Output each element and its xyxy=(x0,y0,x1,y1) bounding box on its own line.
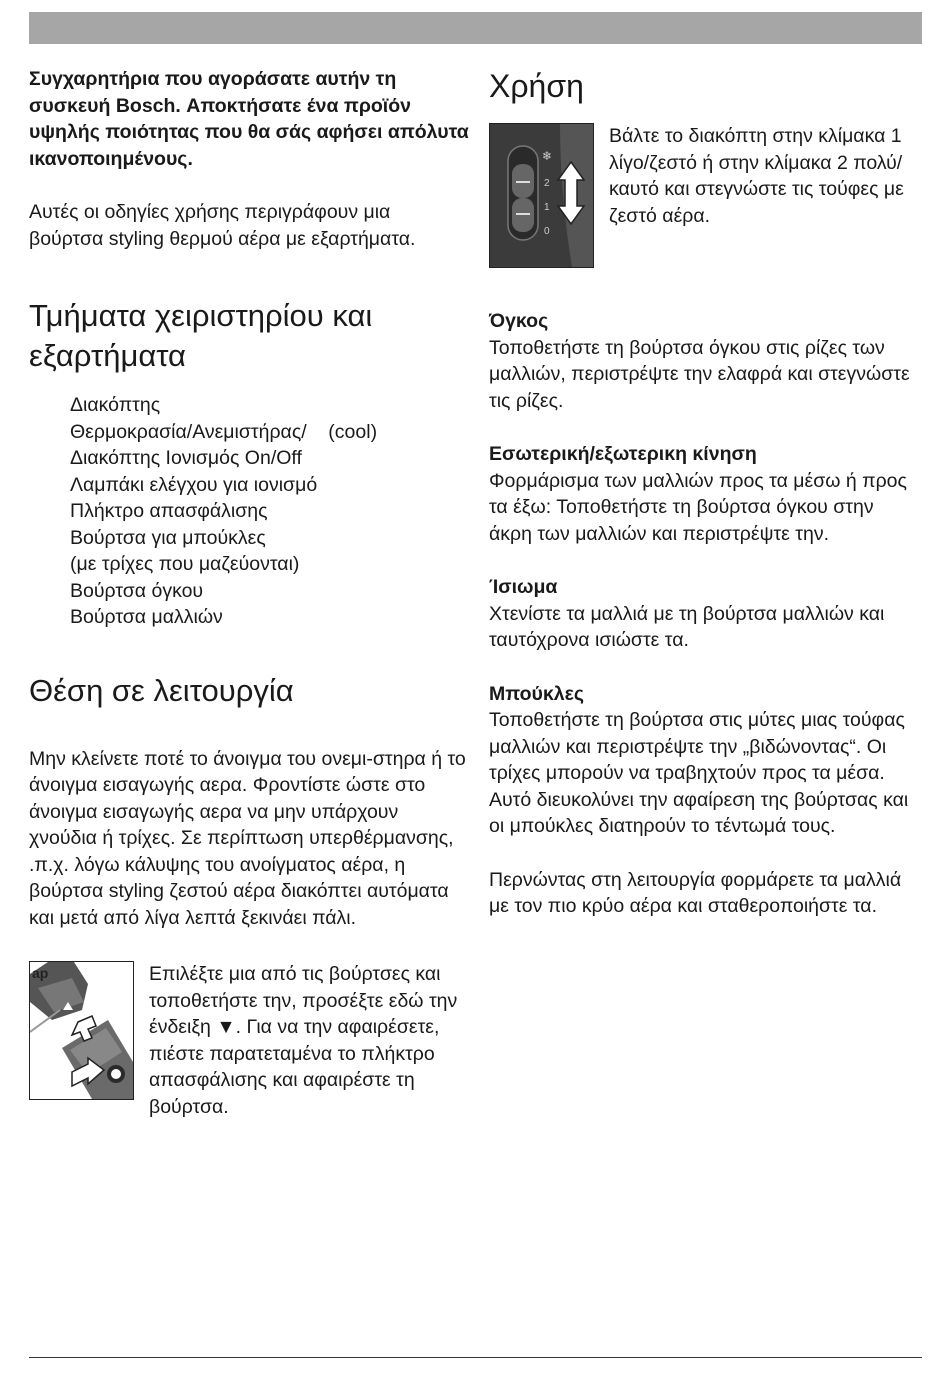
parts-item: Θερμοκρασία/Ανεμιστήρας/ (cool) xyxy=(70,420,378,443)
volume-title: Όγκος xyxy=(489,310,549,332)
parts-item: (με τρίχες που μαζεύονται) xyxy=(70,553,300,575)
header-bar xyxy=(29,12,922,44)
svg-text:ap: ap xyxy=(32,965,49,981)
parts-item: Διακόπτης Ιονισμός On/Off xyxy=(70,447,302,469)
parts-item: Βούρτσα για μπούκλες xyxy=(70,526,266,549)
right-column xyxy=(489,66,919,920)
brush-attach-illustration xyxy=(29,961,134,1100)
volume-text: Τοποθετήστε τη βούρτσα όγκου στις ρίζες των μαλλιών, περιστρέψτε την ελαφρά και στεγνώστε τις ρίζες. xyxy=(489,336,910,412)
intro-description: Αυτές οι οδηγίες χρήσης περιγράφουν μια βούρτσα styling θερμού αέρα με εξαρτήματα. xyxy=(29,201,416,250)
parts-item: Πλήκτρο απασφάλισης xyxy=(70,500,268,522)
brush-attach-icon xyxy=(30,962,133,1099)
switch-text: Βάλτε το διακόπτη στην κλίμακα 1 λίγο/ζεστό ή στην κλίμακα 2 πολύ/καυτό και στεγνώστε τις τούφες με ζεστό αέρα. xyxy=(609,125,904,227)
switch-section xyxy=(489,123,919,268)
inout-title: Εσωτερική/εξωτερικη κίνηση xyxy=(489,443,757,465)
curls-text: Τοποθετήστε τη βούρτσα στις μύτες μιας τούφας μαλλιών και περιστρέψτε την „βιδώνοντας“. Οι τρίχες μπορούν να τραβηχτούν προς τα μέσα. Αυτό διευκολύνει την αφαίρεση της βούρτσας και οι μπούκλες διατηρούν το τέντωμά τους. xyxy=(489,709,909,837)
straight-title: Ίσιωμα xyxy=(489,576,558,598)
switch-illustration xyxy=(489,123,594,268)
switch-label-1: 1 xyxy=(544,202,550,213)
intro-congrats: Συγχαρητήρια που αγοράσατε αυτήν τη συσκευή Bosch. Αποκτήσατε ένα προϊόν υψηλής ποιότητας που θα σάς αφήσει απόλυτα ικανοποιημένους. xyxy=(29,68,469,170)
parts-heading: Τμήματα χειριστηρίου και εξαρτήματα xyxy=(29,298,373,373)
parts-list xyxy=(29,392,469,631)
switch-label-0: 0 xyxy=(544,226,550,237)
parts-item: Βούρτσα μαλλιών xyxy=(70,606,223,628)
inout-text: Φορμάρισμα των μαλλιών προς τα μέσω ή προς τα έξω: Τοποθετήστε τη βούρτσα όγκου στην άκρη των μαλλιών και περιστρέψτε την. xyxy=(489,469,907,545)
curls-title: Μπούκλες xyxy=(489,682,585,705)
parts-item: Διακόπτης xyxy=(70,394,161,416)
slide-switch-icon xyxy=(490,124,593,267)
left-column xyxy=(29,66,469,1120)
operation-warning: Μην κλείνετε ποτέ το άνοιγμα του ονεμι-στηρα ή το άνοιγμα εισαγωγής αερα. Φροντίστε ώστε στο άνοιγμα εισαγωγής αερα να μην υπάρχουν χνούδια ή τρίχες. Σε περίπτωση υπερθέρμανσης, .π.χ. λόγω κάλυψης του ανοίγματος αέρα, η βούρτσα styling ζεστού αέρα διακόπτει αυτόματα και μετά από λίγα λεπτά ξεκινάει πάλι. xyxy=(29,747,466,929)
straight-text: Χτενίστε τα μαλλιά με τη βούρτσα μαλλιών και ταυτόχρονα ισιώστε τα. xyxy=(489,602,885,651)
usage-heading: Χρήση xyxy=(489,68,584,104)
switch-label-2: 2 xyxy=(544,178,550,189)
attach-section xyxy=(29,961,469,1120)
cool-text: Περνώντας στη λειτουργία φορμάρετε τα μαλλιά με τον πιο κρύο αέρα και σταθεροποιήστε τα. xyxy=(489,868,902,917)
attach-text: Επιλέξτε μια από τις βούρτσες και τοποθετήστε την, προσέξτε εδώ την ένδειξη ▼. Για να την αφαιρέσετε, πιέστε παρατεταμένα το πλήκτρο απασφάλισης και αφαιρέστε τη βούρτσα. xyxy=(149,963,458,1118)
parts-item: Λαμπάκι ελέγχου για ιονισμό xyxy=(70,473,318,496)
svg-text:❄: ❄ xyxy=(542,149,553,163)
footer-rule xyxy=(29,1357,922,1358)
parts-item: Βούρτσα όγκου xyxy=(70,579,204,602)
operation-heading: Θέση σε λειτουργία xyxy=(29,672,294,708)
